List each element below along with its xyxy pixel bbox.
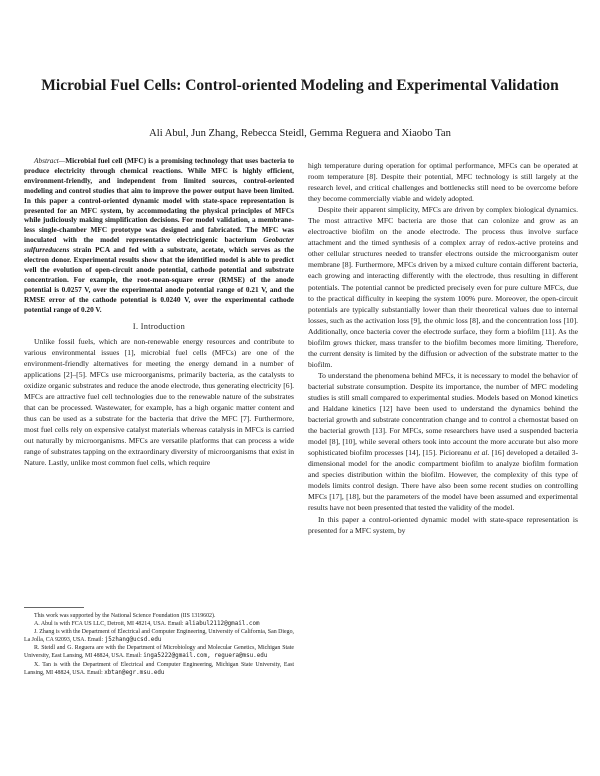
footnote-tan-email: xbtan@egr.msu.edu <box>104 669 165 676</box>
right-column <box>308 160 578 536</box>
footnote-steidl-email: inga5222@gmail.com, reguera@msu.edu <box>143 653 268 660</box>
right-paragraph-3-b: [16] developed a detailed 3-dimensional model for the anodic compartment biofilm to analyze biofilm formation and species distribution within the biofilm. However, the complexity of this type of models limits control design. There have also been some recent studies on controlling MFCs [17], [18], but the parameters of the model have been assumed and experimental results have not been presented that tested the validity of the model. <box>308 448 578 513</box>
abstract-organism: Geobacter sulfurreducens <box>24 235 294 255</box>
intro-paragraph-1: Unlike fossil fuels, which are non-renewable energy resources and contribute to various environmental issues [1], microbial fuel cells (MFCs) are one of the environment-friendly alternatives for meeting the energy demand in a number of applications [2]–[5]. MFCs use microorganisms, primarily bacteria, as the catalysts to oxidize organic substrates and reduce the anode electrode, thus generating electricity [6]. MFCs are attractive fuel cell technologies due to the renewable nature of the substrates that can be processed. Wastewater, for example, has a high organic matter content and thus can be used as a substrate for the bacteria that drive the MFC [7]. Furthermore, most fuel cells rely on expensive catalyst materials whereas catalysis in MFCs is carried out naturally by microorganisms. MFCs are versatile platforms that can process a wide range of substrates tapping on the extraordinary diversity of microorganisms that exist in Nature. Lastly, unlike most common fuel cells, which require <box>24 336 294 468</box>
right-paragraph-1: high temperature during operation for optimal performance, MFCs can be operated at room temperature [8]. Despite their potential, MFC technology is still largely at the research level, and critical challenges and bottlenecks still need to be overcome before they become commercially viable and widely adopted. <box>308 161 578 204</box>
footnote-rule <box>24 607 84 608</box>
footnote-zhang-email: j5zhang@ucsd.edu <box>104 637 162 644</box>
abstract-text-1: Microbial fuel cell (MFC) is a promising technology that uses bacteria to produce electricity through chemical reactions. While MFC is highly efficient, environment-friendly, and independent from limited sources, control-oriented modeling and control studies that aim to improve the power output have been limited. In this paper a control-oriented dynamic model with state-space representation is presented for an MFC system, by accommodating the physical principles of MFCs while judiciously making simplification decisions. For model validation, a membrane-less single-chamber MFC prototype was designed and fabricated. The MFC was inoculated with the model representative electricigenic bacterium <box>24 156 294 245</box>
footnote-zhang <box>24 628 294 644</box>
left-column <box>24 156 294 468</box>
right-paragraph-3 <box>308 370 578 514</box>
right-paragraph-3-a: To understand the phenomena behind MFCs, it is necessary to model the behavior of bacterial substrate consumption. Despite its importance, the number of MFC modeling studies is still small compared to experimental studies. Models based on Monod kinetics and Haldane kinetics [12] have been used to understand the dynamics behind the bacterial growth and substrate concentration change and to control a chemostat based on the bacterial growth [13]. For MFCs, some researchers have used a suspended bacteria model [8], [10], while several others took into account the more accurate but also more sophisticated biofilm processes [14], [15]. Picioreanu <box>308 370 578 458</box>
footnotes <box>24 607 294 677</box>
footnote-tan-text: X. Tan is with the Department of Electrical and Computer Engineering, Michigan State University, East Lansing, MI 48824, USA. Email: <box>24 661 294 676</box>
right-paragraph-4: In this paper a control-oriented dynamic model with state-space representation is presented for a MFC system, by <box>308 514 578 535</box>
footnote-abul-text: A. Abul is with FCA US LLC, Detroit, MI 48214, USA. Email: <box>34 621 184 628</box>
footnote-steidl <box>24 644 294 660</box>
abstract-text-2: strain PCA and fed with a substrate, acetate, which serves as the electron donor. Experimental results show that the identified model is able to predict well the evolution of open-circuit anode potential, cathode potential and substrate concentration. For example, the root-mean-square error (RMSE) of the anode potential is 0.0257 V, over the experimental anode potential range of 0.21 V, and the RMSE error of the cathode potential is 0.0240 V, over the experimental cathode potential range of 0.20 V. <box>24 245 294 314</box>
footnote-zhang-text: J. Zhang is with the Department of Electrical and Computer Engineering, University of California, San Diego, La Jolla, CA 92093, USA. Email: <box>24 629 294 644</box>
footnote-funding: This work was supported by the National Science Foundation (IIS 1319602). <box>34 613 216 619</box>
abstract-lead: Abstract— <box>34 156 66 165</box>
paper-title: Microbial Fuel Cells: Control-oriented Modeling and Experimental Validation <box>41 77 559 94</box>
paper-authors: Ali Abul, Jun Zhang, Rebecca Steidl, Gemma Reguera and Xiaobo Tan <box>149 128 451 139</box>
right-paragraph-3-etal: et al. <box>473 448 490 458</box>
footnote-tan <box>24 661 294 677</box>
footnote-steidl-text: R. Steidl and G. Reguera are with the Department of Microbiology and Molecular Genetics, Michigan State University, East Lansing, MI 48824, USA. Email: <box>24 645 294 660</box>
footnote-abul <box>24 620 294 628</box>
footnote-abul-email: aliabul2112@gmail.com <box>185 621 260 628</box>
right-paragraph-2: Despite their apparent simplicity, MFCs are driven by complex biological dynamics. The most attractive MFC bacteria are those that can colonize and grow as an electroactive biofilm on the anode electrode. The process thus involve surface attachment and the timed synthesis of a complex array of redox-active proteins and other cellular structures needed to transfer electrons outside the microorganism outer membrane [8]. Furthermore, MFCs driven by a mixed culture contain different bacteria, each growing and interacting differently with the electrode, thus resulting in different potentials. The potential cannot be predicted precisely even for pure culture MFCs, due to the practical difficulty in keeping the system 100% pure. Moreover, the open-circuit potentials are typically substantially lower than their theoretical values due to internal losses, such as the activation loss [9], the ohmic loss [8], and the concentration loss [10]. Additionally, once bacteria cover the electrode surface, they form a biofilm [11]. As the biofilm grows thicker, mass transfer to the biofilm becomes more limiting. Therefore, the current density is limited by the diffusion or advection of the substrate matter to the biofilm. <box>308 205 578 369</box>
section-heading-introduction: I. Introduction <box>132 321 186 331</box>
abstract <box>24 156 294 315</box>
